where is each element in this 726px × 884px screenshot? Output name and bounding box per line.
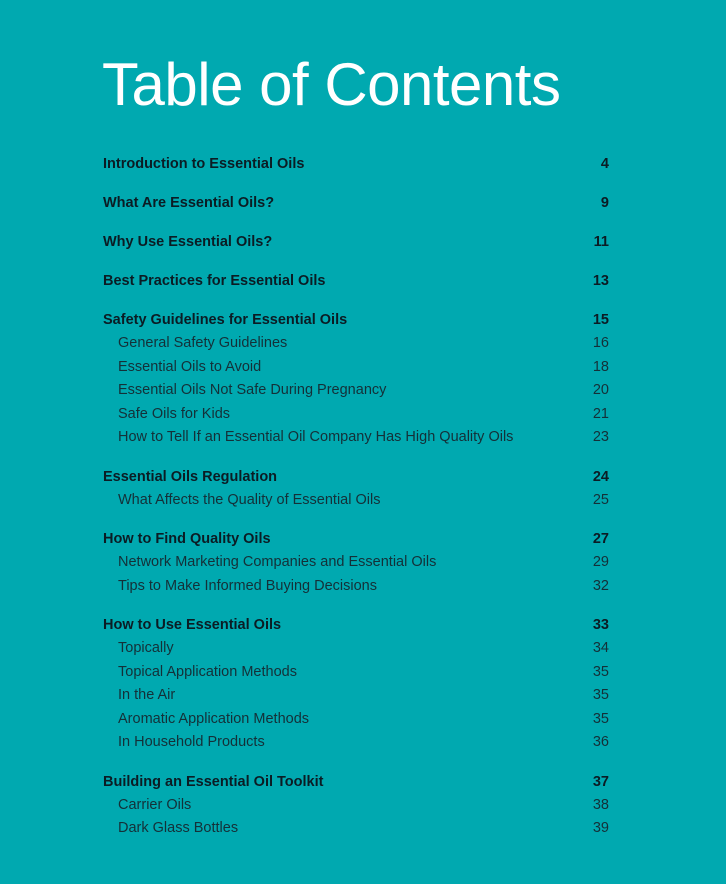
- toc-page-number: 24: [592, 468, 609, 485]
- toc-subsection-entry[interactable]: [103, 332, 609, 356]
- toc-subsection-entry[interactable]: [103, 575, 609, 599]
- toc-section: [103, 153, 609, 176]
- toc-subsection-title: Topically: [118, 640, 174, 656]
- toc-page-number: 35: [592, 710, 609, 727]
- toc-section-entry[interactable]: [103, 192, 609, 215]
- toc-subsection-entry[interactable]: [103, 684, 609, 708]
- toc-subsection-title: Essential Oils Not Safe During Pregnancy: [118, 382, 387, 398]
- toc-subsection-entry[interactable]: [103, 817, 609, 841]
- toc-page-number: 33: [592, 617, 609, 633]
- toc-section-title: Essential Oils Regulation: [103, 468, 278, 485]
- toc-page-number: 9: [600, 195, 609, 211]
- toc-subsection-title: Dark Glass Bottles: [118, 820, 239, 836]
- toc-page-number: 25: [592, 491, 609, 508]
- toc-section-title: Safety Guidelines for Essential Oils: [103, 312, 348, 328]
- toc-section-entry[interactable]: [103, 270, 609, 293]
- toc-page-number: 38: [592, 796, 609, 813]
- toc-subsection-title: Aromatic Application Methods: [118, 710, 310, 727]
- toc-section-entry[interactable]: [103, 614, 609, 637]
- toc-subsection-entry[interactable]: [103, 489, 609, 513]
- toc-section-entry[interactable]: [103, 466, 609, 489]
- table-of-contents: [103, 153, 609, 857]
- toc-subsection-entry[interactable]: [103, 637, 609, 661]
- toc-subsection-title: In Household Products: [118, 734, 265, 750]
- toc-subsection-title: Essential Oils to Avoid: [118, 358, 262, 375]
- toc-subsection-entry[interactable]: [103, 379, 609, 403]
- toc-page-number: 20: [592, 382, 609, 398]
- toc-subsection-title: In the Air: [118, 687, 176, 703]
- toc-page-number: 35: [592, 663, 609, 680]
- toc-subsection-entry[interactable]: [103, 551, 609, 575]
- page-title: Table of Contents: [102, 51, 561, 118]
- toc-section-entry[interactable]: [103, 309, 609, 332]
- toc-section: [103, 614, 609, 755]
- toc-section-title: Why Use Essential Oils?: [103, 234, 273, 250]
- toc-page-number: 11: [593, 234, 609, 250]
- toc-section: [103, 528, 609, 598]
- toc-subsection-entry[interactable]: [103, 731, 609, 755]
- toc-section-title: Best Practices for Essential Oils: [103, 273, 326, 289]
- toc-subsection-title: Safe Oils for Kids: [118, 405, 231, 422]
- toc-subsection-entry[interactable]: [103, 661, 609, 685]
- toc-section: [103, 231, 609, 254]
- toc-section-entry[interactable]: [103, 771, 609, 794]
- toc-subsection-title: What Affects the Quality of Essential Oils: [118, 491, 381, 508]
- toc-page-number: 27: [592, 531, 609, 547]
- toc-page-number: 34: [592, 640, 609, 656]
- toc-subsection-entry[interactable]: [103, 708, 609, 732]
- toc-section: [103, 270, 609, 293]
- toc-subsection-title: Topical Application Methods: [118, 663, 297, 680]
- toc-section-title: How to Find Quality Oils: [103, 531, 271, 547]
- toc-subsection-title: General Safety Guidelines: [118, 335, 288, 351]
- toc-page-number: 18: [592, 358, 609, 375]
- toc-subsection-title: Network Marketing Companies and Essential Oils: [118, 554, 437, 570]
- toc-section: [103, 466, 609, 513]
- toc-page-number: 29: [592, 554, 609, 570]
- toc-section: [103, 309, 609, 450]
- toc-section-title: Introduction to Essential Oils: [103, 156, 305, 172]
- toc-subsection-title: Carrier Oils: [118, 796, 192, 813]
- toc-section-entry[interactable]: [103, 231, 609, 254]
- toc-page-number: 16: [592, 335, 609, 351]
- toc-subsection-entry[interactable]: [103, 403, 609, 427]
- toc-page-number: 37: [592, 773, 609, 790]
- toc-subsection-title: How to Tell If an Essential Oil Company Has High Quality Oils: [118, 429, 514, 445]
- toc-page-number: 15: [592, 312, 609, 328]
- toc-subsection-entry[interactable]: [103, 356, 609, 380]
- toc-section: [103, 192, 609, 215]
- toc-section-entry[interactable]: [103, 153, 609, 176]
- toc-page-number: 4: [600, 156, 609, 172]
- toc-subsection-entry[interactable]: [103, 426, 609, 450]
- toc-section-title: Building an Essential Oil Toolkit: [103, 773, 324, 790]
- toc-subsection-entry[interactable]: [103, 794, 609, 818]
- toc-page-number: 36: [592, 734, 609, 750]
- toc-page-number: 23: [592, 429, 609, 445]
- toc-section-title: What Are Essential Oils?: [103, 195, 275, 211]
- toc-section: [103, 771, 609, 841]
- toc-section-title: How to Use Essential Oils: [103, 617, 282, 633]
- toc-subsection-title: Tips to Make Informed Buying Decisions: [118, 577, 377, 594]
- toc-page-number: 13: [592, 273, 609, 289]
- toc-page-number: 35: [592, 687, 609, 703]
- toc-page-number: 32: [592, 577, 609, 594]
- toc-section-entry[interactable]: [103, 528, 609, 551]
- toc-page-number: 21: [592, 405, 609, 422]
- toc-page-number: 39: [592, 820, 609, 836]
